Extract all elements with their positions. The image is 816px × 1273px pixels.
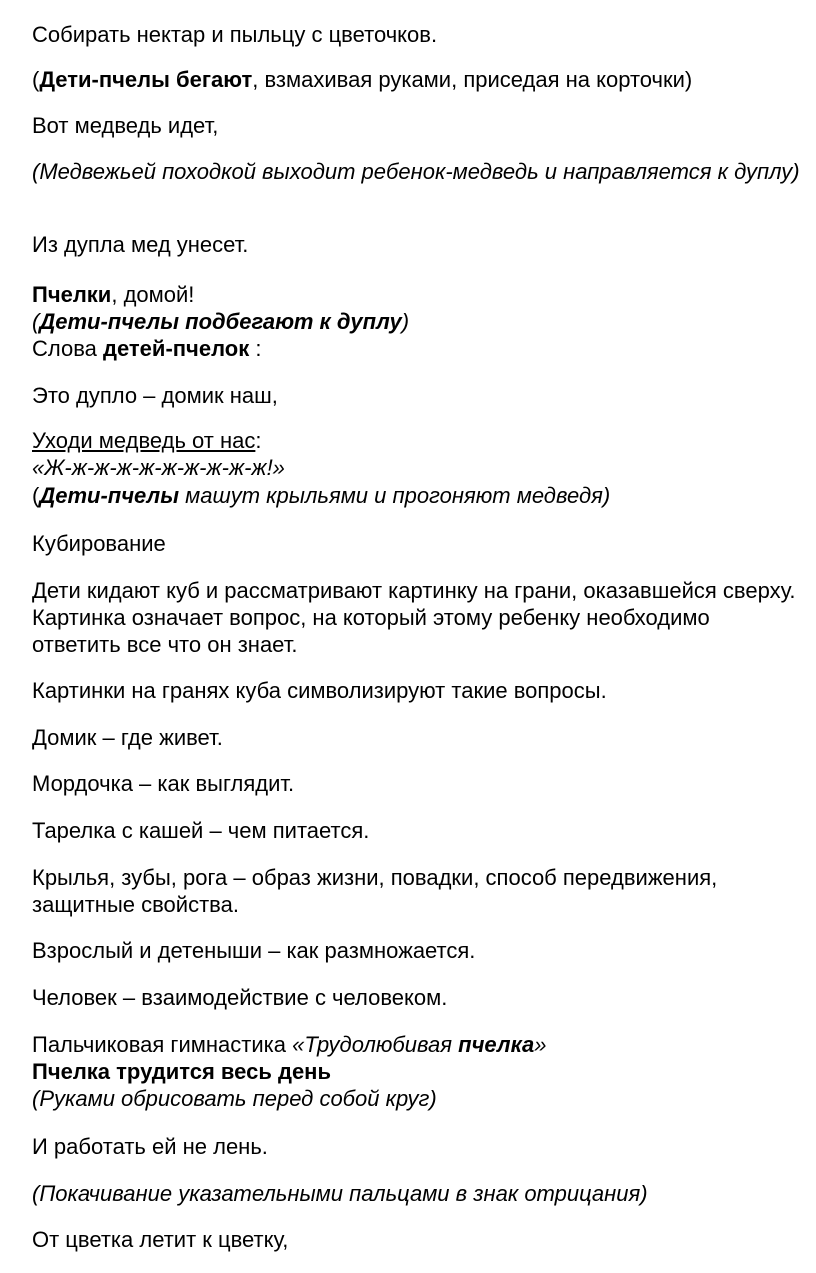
bold-text: Пчелки bbox=[32, 282, 112, 307]
text: Взрослый и детеныши – как размножается. bbox=[32, 938, 476, 963]
verse-line bbox=[0, 1058, 800, 1085]
text: Пальчиковая гимнастика bbox=[32, 1032, 293, 1057]
text: Картинки на гранях куба символизируют такие вопросы. bbox=[32, 678, 607, 703]
bold-italic-text: Дети-пчелы подбегают к дуплу bbox=[39, 309, 402, 334]
paragraph bbox=[0, 770, 800, 797]
section-heading bbox=[0, 530, 800, 557]
bold-italic-text: пчелка bbox=[458, 1032, 535, 1057]
italic-text: (Медвежьей походкой выходит ребенок-медведь и направляется к дуплу) bbox=[32, 159, 800, 184]
paragraph bbox=[0, 335, 800, 362]
bold-text: Пчелка трудится весь день bbox=[32, 1059, 331, 1084]
text: Человек – взаимодействие с человеком. bbox=[32, 985, 448, 1010]
paragraph bbox=[0, 112, 800, 139]
verse-line bbox=[0, 1226, 800, 1253]
text: Из дупла мед унесет. bbox=[32, 232, 249, 257]
text: Кубирование bbox=[32, 531, 166, 556]
text: , взмахивая руками, приседая на корточки) bbox=[252, 67, 693, 92]
text: Слова bbox=[32, 336, 103, 361]
text: Собирать нектар и пыльцу с цветочков. bbox=[32, 22, 438, 47]
italic-text: машут крыльями и прогоняют медведя) bbox=[179, 483, 611, 508]
text: : bbox=[255, 428, 262, 453]
italic-text: «Ж-ж-ж-ж-ж-ж-ж-ж-ж-ж!» bbox=[32, 455, 285, 480]
italic-text: «Трудолюбивая bbox=[292, 1032, 459, 1057]
paragraph bbox=[0, 817, 800, 844]
text: Тарелка с кашей – чем питается. bbox=[32, 818, 370, 843]
italic-text: (Руками обрисовать перед собой круг) bbox=[32, 1086, 437, 1111]
stage-direction bbox=[0, 158, 800, 185]
italic-text: ) bbox=[401, 309, 410, 334]
underlined-text: Уходи медведь от нас bbox=[32, 428, 256, 453]
paragraph bbox=[0, 724, 800, 751]
text: Вот медведь идет, bbox=[32, 113, 219, 138]
bold-text: Дети-пчелы бегают bbox=[39, 67, 253, 92]
italic-text: (Покачивание указательными пальцами в знак отрицания) bbox=[32, 1181, 648, 1206]
italic-text: ( bbox=[32, 309, 40, 334]
stage-direction bbox=[0, 482, 800, 509]
paragraph bbox=[0, 382, 800, 409]
text: Домик – где живет. bbox=[32, 725, 223, 750]
verse-line bbox=[0, 1133, 800, 1160]
text: : bbox=[249, 336, 262, 361]
paragraph bbox=[0, 677, 800, 704]
paragraph bbox=[0, 937, 800, 964]
text: Крылья, зубы, рога – образ жизни, повадки, способ передвижения, защитные свойства. bbox=[32, 865, 718, 917]
stage-direction bbox=[0, 1180, 800, 1207]
paragraph bbox=[0, 231, 800, 258]
text: От цветка летит к цветку, bbox=[32, 1227, 289, 1252]
paragraph bbox=[0, 864, 800, 918]
paragraph bbox=[0, 281, 800, 308]
paragraph bbox=[0, 984, 800, 1011]
paragraph bbox=[0, 454, 800, 481]
paragraph bbox=[0, 577, 800, 658]
bold-text: детей-пчелок bbox=[103, 336, 250, 361]
text: ( bbox=[32, 483, 40, 508]
paragraph bbox=[0, 427, 800, 454]
paragraph bbox=[0, 66, 800, 93]
text: , домой! bbox=[111, 282, 195, 307]
text: И работать ей не лень. bbox=[32, 1134, 268, 1159]
bold-italic-text: Дети-пчелы bbox=[39, 483, 180, 508]
stage-direction bbox=[0, 308, 800, 335]
text: Это дупло – домик наш, bbox=[32, 383, 278, 408]
section-heading bbox=[0, 1031, 800, 1058]
text: Дети кидают куб и рассматривают картинку на грани, оказавшейся сверху. Картинка означает вопрос, на который этому ребенку необходимо ответить все что он знает. bbox=[32, 578, 796, 657]
stage-direction bbox=[0, 1085, 800, 1112]
paragraph bbox=[0, 21, 800, 48]
italic-text: » bbox=[534, 1032, 547, 1057]
text: ( bbox=[32, 67, 40, 92]
text: Мордочка – как выглядит. bbox=[32, 771, 295, 796]
